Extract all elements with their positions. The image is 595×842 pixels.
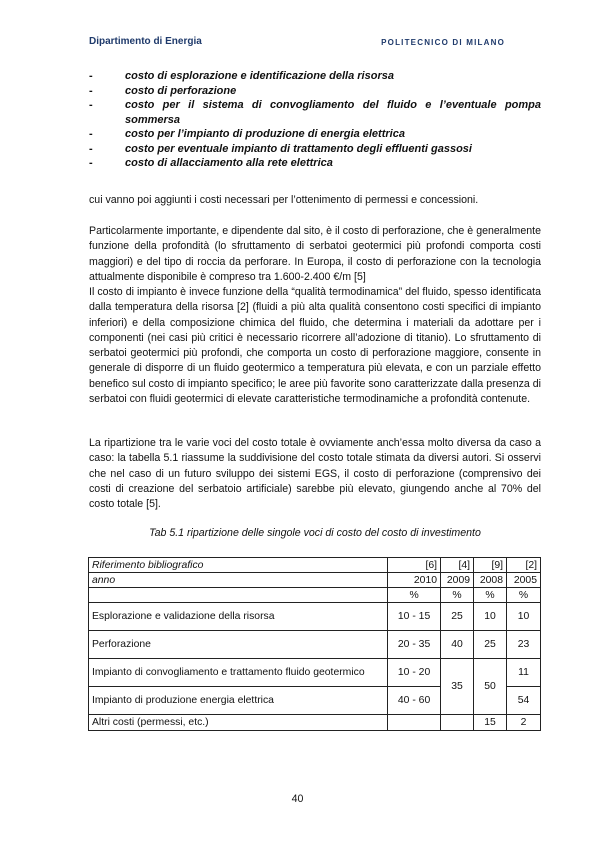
year-cell: 2008 (474, 573, 507, 588)
bullet-marker: - (89, 128, 93, 140)
row-label-cell: Esplorazione e validazione della risorsa (89, 603, 388, 631)
header-department: Dipartimento di Energia (89, 36, 202, 47)
value-cell: 25 (441, 603, 474, 631)
ref-cell: [2] (507, 558, 541, 573)
empty-cell (89, 588, 388, 603)
paragraph-plant-cost: Il costo di impianto è invece funzione della “qualità termodinamica” del fluido, spesso identificata dalla temperatura della risorsa [2] (fluidi a più alta qualità consentono costi specifici di impianto inferiori) e della composizione chimica del fluido, che determina i materiali da adottare per i componenti (nei casi più critici è necessario ricorrere all’adozione di titanio). Lo sfruttamento di serbatoi geotermici più profondi, che comporta un costo di perforazione maggiore, consente in generale di disporre di un fluido geotermico a temperatura più elevata, e con un parziale effetto benefico sul costo di impianto specifico; le aree più favorite sono caratterizzate dalla presenza di serbatoi con fluidi geotermici di elevate caratteristiche termodinamiche a profondità contenute. (89, 286, 541, 406)
table-row (89, 715, 541, 731)
row-label-cell: Perforazione (89, 631, 388, 659)
list-item (89, 69, 541, 84)
list-item (89, 142, 541, 157)
unit-cell: % (507, 588, 541, 603)
value-cell: 11 (507, 659, 541, 687)
row-label-cell: Impianto di convogliamento e trattamento fluido geotermico (89, 659, 388, 687)
unit-cell: % (474, 588, 507, 603)
value-cell (388, 715, 441, 731)
year-cell: 2010 (388, 573, 441, 588)
bullet-marker: - (89, 84, 93, 97)
value-cell: 10 - 15 (388, 603, 441, 631)
merged-value-cell: 35 (441, 659, 474, 715)
paragraph-drilling-cost: Particolarmente importante, e dipendente dal sito, è il costo di perforazione, che è generalmente funzione della profondità (lo sfruttamento di serbatoi geotermici più profondi comporta costi maggiori) e del tipo di roccia da perforare. In Europa, il costo di perforazione con la tecnologia attualmente disponibile è compreso tra 1.600-2.400 €/m [5] (89, 225, 541, 283)
bullet-marker: - (89, 157, 93, 169)
list-item-text: costo di perforazione (125, 84, 237, 97)
cost-items-list (89, 69, 541, 171)
header-university: POLITECNICO DI MILANO (381, 38, 505, 47)
ref-cell: [9] (474, 558, 507, 573)
table-caption: Tab 5.1 ripartizione delle singole voci di costo del costo di investimento (149, 527, 481, 539)
list-item (89, 98, 541, 127)
ref-cell: [6] (388, 558, 441, 573)
year-cell: 2009 (441, 573, 474, 588)
row-label-cell: Altri costi (permessi, etc.) (89, 715, 388, 731)
list-item-text: costo per eventuale impianto di trattamento degli effluenti gassosi (125, 142, 472, 155)
list-item (89, 84, 541, 99)
bullet-marker: - (89, 99, 93, 111)
ref-label-cell: Riferimento bibliografico (89, 558, 388, 573)
year-label-cell: anno (89, 573, 388, 588)
value-cell: 40 - 60 (388, 687, 441, 715)
list-item (89, 127, 541, 142)
paragraph-cost-breakdown: La ripartizione tra le varie voci del costo totale è ovviamente anch’essa molto diversa da caso a caso: la tabella 5.1 riassume la suddivisione del costo totale stimata da diversi autori. Si osservi che nel caso di un futuro sviluppo dei sistemi EGS, il costo di perforazione (comprensivo dei costi di creazione del serbatoio artificiale) sarebbe più elevato, giungendo anche al 70% del costo totale [5]. (89, 437, 541, 511)
table-row (89, 603, 541, 631)
row-label-cell: Impianto di produzione energia elettrica (89, 687, 388, 715)
bullet-marker: - (89, 142, 93, 155)
unit-cell: % (388, 588, 441, 603)
value-cell: 10 - 20 (388, 659, 441, 687)
bullet-marker: - (89, 70, 93, 82)
value-cell (441, 715, 474, 731)
cost-breakdown-table (88, 557, 541, 731)
list-item (89, 156, 541, 171)
list-item-text: costo per l’impianto di produzione di energia elettrica (125, 128, 405, 140)
table-row-references (89, 558, 541, 573)
value-cell: 25 (474, 631, 507, 659)
merged-value-cell: 50 (474, 659, 507, 715)
table-row (89, 659, 541, 687)
page-number: 40 (291, 793, 304, 805)
value-cell: 10 (474, 603, 507, 631)
paragraph-permits: cui vanno poi aggiunti i costi necessari per l’ottenimento di permessi e concessioni. (89, 194, 479, 206)
list-item-text: costo di allacciamento alla rete elettrica (125, 157, 333, 169)
unit-cell: % (441, 588, 474, 603)
table-row-years (89, 573, 541, 588)
value-cell: 2 (507, 715, 541, 731)
list-item-text: costo di esplorazione e identificazione della risorsa (125, 70, 394, 82)
value-cell: 15 (474, 715, 507, 731)
value-cell: 23 (507, 631, 541, 659)
table-row (89, 631, 541, 659)
value-cell: 54 (507, 687, 541, 715)
list-item-text: costo per il sistema di convogliamento del fluido e l’eventuale pompa sommersa (125, 99, 541, 126)
table-row-units (89, 588, 541, 603)
value-cell: 40 (441, 631, 474, 659)
ref-cell: [4] (441, 558, 474, 573)
value-cell: 20 - 35 (388, 631, 441, 659)
year-cell: 2005 (507, 573, 541, 588)
value-cell: 10 (507, 603, 541, 631)
